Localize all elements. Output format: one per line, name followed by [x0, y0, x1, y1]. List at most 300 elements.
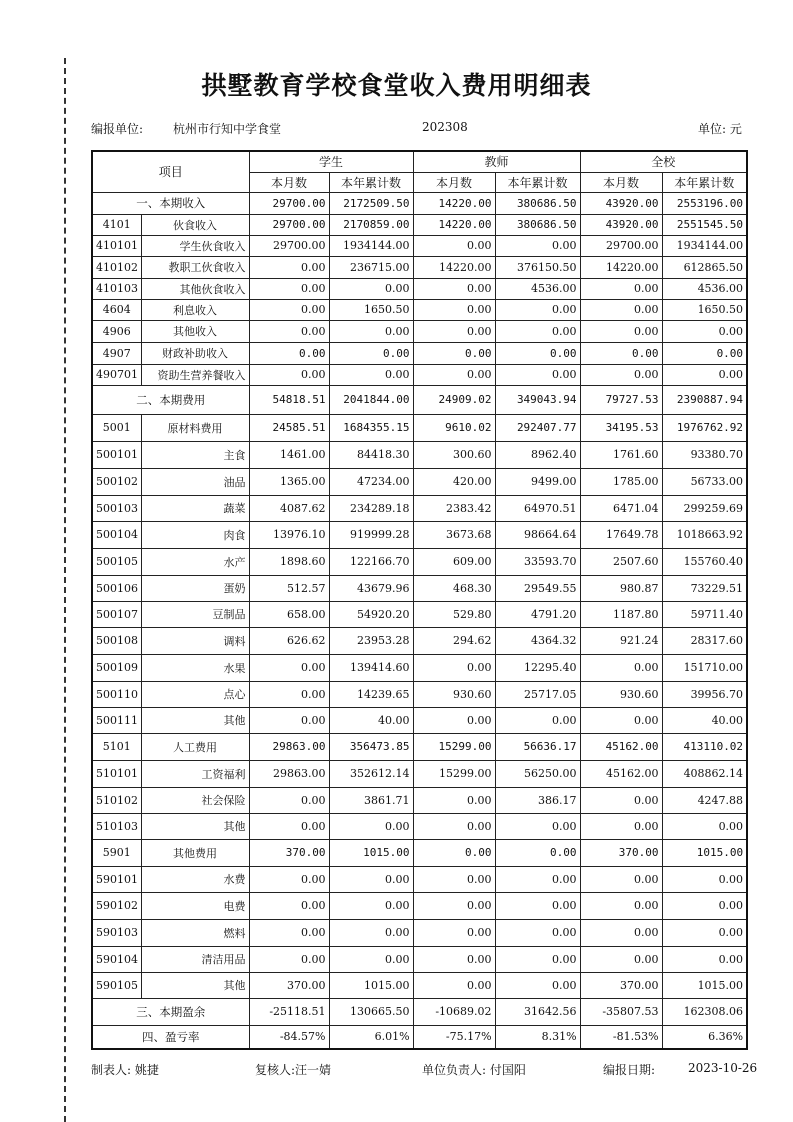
amount-cell: 0.00: [249, 654, 329, 681]
amount-cell: 3673.68: [413, 521, 495, 548]
amount-cell: 0.00: [329, 892, 413, 919]
amount-cell: 139414.60: [329, 654, 413, 681]
amount-cell: 380686.50: [495, 214, 580, 235]
amount-cell: 29863.00: [249, 760, 329, 787]
amount-cell: 0.00: [580, 787, 662, 813]
amount-cell: 0.00: [413, 654, 495, 681]
amount-cell: 2172509.50: [329, 192, 413, 214]
amount-cell: 0.00: [495, 364, 580, 385]
amount-cell: 370.00: [580, 972, 662, 998]
footer-date: 2023-10-26: [688, 1061, 758, 1075]
amount-cell: 0.00: [329, 342, 413, 364]
amount-cell: 6471.04: [580, 495, 662, 521]
table-row: [92, 760, 747, 787]
row-name: 肉食: [141, 521, 249, 548]
header-group-teachers: 教师: [413, 151, 580, 172]
amount-cell: 0.00: [662, 866, 747, 892]
amount-cell: 14220.00: [413, 214, 495, 235]
amount-cell: 0.00: [580, 866, 662, 892]
row-code: 5901: [92, 839, 141, 866]
section-title: 三、本期盈余: [92, 998, 249, 1025]
row-name: 蔬菜: [141, 495, 249, 521]
amount-cell: 1934144.00: [329, 235, 413, 256]
amount-cell: 8.31%: [495, 1025, 580, 1049]
amount-cell: 0.00: [495, 320, 580, 342]
amount-cell: 370.00: [580, 839, 662, 866]
amount-cell: 0.00: [329, 364, 413, 385]
table-row: [92, 495, 747, 521]
amount-cell: 1461.00: [249, 441, 329, 468]
amount-cell: 43679.96: [329, 575, 413, 601]
row-name: 蛋奶: [141, 575, 249, 601]
amount-cell: 0.00: [580, 813, 662, 839]
amount-cell: 130665.50: [329, 998, 413, 1025]
amount-cell: 1015.00: [329, 839, 413, 866]
row-name: 燃料: [141, 919, 249, 946]
footer-date-label: 编报日期:: [603, 1063, 656, 1077]
amount-cell: 294.62: [413, 627, 495, 654]
row-name: 伙食收入: [141, 214, 249, 235]
section-title: 四、盈亏率: [92, 1025, 249, 1049]
amount-cell: 0.00: [495, 839, 580, 866]
amount-cell: 98664.64: [495, 521, 580, 548]
amount-cell: 376150.50: [495, 256, 580, 278]
amount-cell: 0.00: [249, 278, 329, 299]
amount-cell: 64970.51: [495, 495, 580, 521]
table-row: [92, 892, 747, 919]
table-row: [92, 681, 747, 707]
amount-cell: 0.00: [249, 919, 329, 946]
row-code: 510102: [92, 787, 141, 813]
table-row: [92, 548, 747, 575]
amount-cell: 0.00: [413, 892, 495, 919]
amount-cell: 0.00: [249, 707, 329, 733]
row-code: 590104: [92, 946, 141, 972]
amount-cell: 930.60: [580, 681, 662, 707]
table-row: [92, 839, 747, 866]
amount-cell: 0.00: [662, 892, 747, 919]
amount-cell: 1898.60: [249, 548, 329, 575]
amount-cell: 370.00: [249, 972, 329, 998]
amount-cell: 1934144.00: [662, 235, 747, 256]
row-name: 水产: [141, 548, 249, 575]
amount-cell: -81.53%: [580, 1025, 662, 1049]
amount-cell: 408862.14: [662, 760, 747, 787]
header-item: 项目: [92, 151, 249, 192]
amount-cell: 0.00: [249, 813, 329, 839]
amount-cell: 236715.00: [329, 256, 413, 278]
amount-cell: 0.00: [580, 299, 662, 320]
row-code: 5001: [92, 414, 141, 441]
amount-cell: 529.80: [413, 601, 495, 627]
amount-cell: 17649.78: [580, 521, 662, 548]
unit-name: 杭州市行知中学食堂: [173, 122, 282, 136]
amount-cell: 4791.20: [495, 601, 580, 627]
amount-cell: 0.00: [249, 787, 329, 813]
table-row: [92, 707, 747, 733]
amount-cell: 54920.20: [329, 601, 413, 627]
row-name: 油品: [141, 468, 249, 495]
table-section-row: [92, 998, 747, 1025]
table-row: [92, 813, 747, 839]
amount-cell: 15299.00: [413, 760, 495, 787]
table-row: [92, 919, 747, 946]
amount-cell: 0.00: [329, 813, 413, 839]
amount-cell: 0.00: [662, 342, 747, 364]
table-body: [92, 192, 747, 1049]
row-code: 4101: [92, 214, 141, 235]
row-name: 点心: [141, 681, 249, 707]
amount-cell: 0.00: [495, 235, 580, 256]
amount-cell: 0.00: [413, 299, 495, 320]
amount-cell: 56733.00: [662, 468, 747, 495]
amount-cell: 1015.00: [329, 972, 413, 998]
table-row: [92, 972, 747, 998]
table-row: [92, 654, 747, 681]
report-period: 202308: [422, 120, 468, 134]
amount-cell: 12295.40: [495, 654, 580, 681]
amount-cell: 299259.69: [662, 495, 747, 521]
row-code: 500106: [92, 575, 141, 601]
table-row: [92, 364, 747, 385]
row-code: 590105: [92, 972, 141, 998]
amount-cell: 0.00: [413, 946, 495, 972]
amount-cell: 0.00: [580, 342, 662, 364]
amount-cell: 980.87: [580, 575, 662, 601]
row-code: 500111: [92, 707, 141, 733]
table-row: [92, 299, 747, 320]
row-name: 工资福利: [141, 760, 249, 787]
amount-cell: 0.00: [413, 707, 495, 733]
amount-cell: 0.00: [413, 342, 495, 364]
amount-cell: 56250.00: [495, 760, 580, 787]
amount-cell: 0.00: [249, 866, 329, 892]
amount-cell: 73229.51: [662, 575, 747, 601]
row-name: 社会保险: [141, 787, 249, 813]
row-code: 500108: [92, 627, 141, 654]
amount-cell: 93380.70: [662, 441, 747, 468]
row-name: 电费: [141, 892, 249, 919]
amount-cell: 6.36%: [662, 1025, 747, 1049]
amount-cell: 0.00: [413, 235, 495, 256]
amount-cell: 0.00: [662, 364, 747, 385]
table-row: [92, 320, 747, 342]
amount-cell: 14220.00: [580, 256, 662, 278]
row-code: 510103: [92, 813, 141, 839]
amount-cell: 356473.85: [329, 733, 413, 760]
currency-label: 单位: 元: [698, 122, 742, 136]
row-name: 其他: [141, 972, 249, 998]
row-code: 500102: [92, 468, 141, 495]
amount-cell: 0.00: [249, 320, 329, 342]
amount-cell: 300.60: [413, 441, 495, 468]
amount-cell: 370.00: [249, 839, 329, 866]
amount-cell: 43920.00: [580, 214, 662, 235]
amount-cell: 626.62: [249, 627, 329, 654]
amount-cell: 0.00: [249, 681, 329, 707]
amount-cell: 292407.77: [495, 414, 580, 441]
header-sub-ytd: 本年累计数: [495, 172, 580, 192]
amount-cell: 1650.50: [329, 299, 413, 320]
amount-cell: 1684355.15: [329, 414, 413, 441]
amount-cell: 2551545.50: [662, 214, 747, 235]
table-row: [92, 278, 747, 299]
amount-cell: 4536.00: [662, 278, 747, 299]
amount-cell: 658.00: [249, 601, 329, 627]
income-expense-table: [91, 150, 748, 1050]
amount-cell: 24585.51: [249, 414, 329, 441]
row-name: 清洁用品: [141, 946, 249, 972]
amount-cell: 1761.60: [580, 441, 662, 468]
header-group-students: 学生: [249, 151, 413, 172]
row-name: 豆制品: [141, 601, 249, 627]
amount-cell: 0.00: [249, 892, 329, 919]
amount-cell: -35807.53: [580, 998, 662, 1025]
amount-cell: 0.00: [413, 320, 495, 342]
row-code: 500105: [92, 548, 141, 575]
row-name: 主食: [141, 441, 249, 468]
amount-cell: 4087.62: [249, 495, 329, 521]
amount-cell: 0.00: [249, 299, 329, 320]
amount-cell: 512.57: [249, 575, 329, 601]
amount-cell: 2507.60: [580, 548, 662, 575]
amount-cell: 609.00: [413, 548, 495, 575]
amount-cell: 8962.40: [495, 441, 580, 468]
amount-cell: 0.00: [662, 946, 747, 972]
table-row: [92, 256, 747, 278]
amount-cell: 162308.06: [662, 998, 747, 1025]
amount-cell: 921.24: [580, 627, 662, 654]
amount-cell: 2041844.00: [329, 385, 413, 414]
header-sub-month: 本月数: [413, 172, 495, 192]
amount-cell: 0.00: [329, 946, 413, 972]
amount-cell: 59711.40: [662, 601, 747, 627]
amount-cell: 4364.32: [495, 627, 580, 654]
amount-cell: 0.00: [662, 813, 747, 839]
row-code: 500110: [92, 681, 141, 707]
table-row: [92, 601, 747, 627]
amount-cell: 2553196.00: [662, 192, 747, 214]
amount-cell: 28317.60: [662, 627, 747, 654]
amount-cell: 40.00: [662, 707, 747, 733]
amount-cell: 1187.80: [580, 601, 662, 627]
amount-cell: 24909.02: [413, 385, 495, 414]
header-sub-ytd: 本年累计数: [329, 172, 413, 192]
amount-cell: 151710.00: [662, 654, 747, 681]
amount-cell: 612865.50: [662, 256, 747, 278]
table-section-row: [92, 192, 747, 214]
row-code: 590102: [92, 892, 141, 919]
amount-cell: 1785.00: [580, 468, 662, 495]
amount-cell: 84418.30: [329, 441, 413, 468]
amount-cell: -84.57%: [249, 1025, 329, 1049]
row-code: 5101: [92, 733, 141, 760]
amount-cell: 420.00: [413, 468, 495, 495]
amount-cell: 0.00: [580, 278, 662, 299]
amount-cell: 0.00: [329, 278, 413, 299]
report-title: 拱墅教育学校食堂收入费用明细表: [201, 71, 592, 100]
amount-cell: 0.00: [249, 342, 329, 364]
row-name: 其他伙食收入: [141, 278, 249, 299]
row-code: 410103: [92, 278, 141, 299]
row-name: 原材料费用: [141, 414, 249, 441]
amount-cell: 31642.56: [495, 998, 580, 1025]
amount-cell: 29700.00: [249, 214, 329, 235]
row-code: 4906: [92, 320, 141, 342]
amount-cell: 56636.17: [495, 733, 580, 760]
table-row: [92, 441, 747, 468]
row-name: 水费: [141, 866, 249, 892]
table-row: [92, 627, 747, 654]
table-row: [92, 946, 747, 972]
row-code: 410101: [92, 235, 141, 256]
amount-cell: 45162.00: [580, 760, 662, 787]
amount-cell: 0.00: [662, 919, 747, 946]
table-row: [92, 575, 747, 601]
amount-cell: 0.00: [495, 813, 580, 839]
section-title: 二、本期费用: [92, 385, 249, 414]
amount-cell: 29549.55: [495, 575, 580, 601]
amount-cell: 79727.53: [580, 385, 662, 414]
amount-cell: 0.00: [329, 866, 413, 892]
amount-cell: 3861.71: [329, 787, 413, 813]
amount-cell: 1650.50: [662, 299, 747, 320]
amount-cell: 1976762.92: [662, 414, 747, 441]
row-code: 590103: [92, 919, 141, 946]
amount-cell: 919999.28: [329, 521, 413, 548]
amount-cell: 9610.02: [413, 414, 495, 441]
row-code: 4604: [92, 299, 141, 320]
amount-cell: 0.00: [580, 654, 662, 681]
row-code: 500109: [92, 654, 141, 681]
amount-cell: 29700.00: [580, 235, 662, 256]
amount-cell: 0.00: [580, 320, 662, 342]
footer-principal: 单位负责人: 付国阳: [422, 1063, 526, 1077]
footer-reviewer: 复核人:汪一婧: [255, 1063, 332, 1077]
amount-cell: 0.00: [495, 972, 580, 998]
amount-cell: 0.00: [413, 364, 495, 385]
amount-cell: 0.00: [413, 972, 495, 998]
amount-cell: 1015.00: [662, 839, 747, 866]
amount-cell: 0.00: [329, 320, 413, 342]
header-sub-ytd: 本年累计数: [662, 172, 747, 192]
row-name: 调料: [141, 627, 249, 654]
amount-cell: 0.00: [495, 919, 580, 946]
table-row: [92, 342, 747, 364]
amount-cell: 2390887.94: [662, 385, 747, 414]
amount-cell: 386.17: [495, 787, 580, 813]
row-code: 500101: [92, 441, 141, 468]
amount-cell: 15299.00: [413, 733, 495, 760]
amount-cell: 4536.00: [495, 278, 580, 299]
amount-cell: 29700.00: [249, 192, 329, 214]
amount-cell: -75.17%: [413, 1025, 495, 1049]
amount-cell: 13976.10: [249, 521, 329, 548]
amount-cell: 0.00: [413, 787, 495, 813]
table-section-row: [92, 385, 747, 414]
amount-cell: 0.00: [413, 813, 495, 839]
row-name: 其他费用: [141, 839, 249, 866]
row-code: 410102: [92, 256, 141, 278]
amount-cell: 0.00: [329, 919, 413, 946]
row-name: 利息收入: [141, 299, 249, 320]
amount-cell: 45162.00: [580, 733, 662, 760]
row-name: 其他: [141, 813, 249, 839]
amount-cell: 23953.28: [329, 627, 413, 654]
row-name: 人工费用: [141, 733, 249, 760]
row-name: 教职工伙食收入: [141, 256, 249, 278]
row-code: 490701: [92, 364, 141, 385]
amount-cell: -10689.02: [413, 998, 495, 1025]
amount-cell: 0.00: [495, 342, 580, 364]
footer-maker: 制表人: 姚捷: [91, 1063, 159, 1077]
amount-cell: 14220.00: [413, 256, 495, 278]
amount-cell: 40.00: [329, 707, 413, 733]
amount-cell: 122166.70: [329, 548, 413, 575]
amount-cell: 0.00: [495, 892, 580, 919]
unit-label: 编报单位:: [91, 122, 144, 136]
amount-cell: 6.01%: [329, 1025, 413, 1049]
row-name: 资助生营养餐收入: [141, 364, 249, 385]
amount-cell: 4247.88: [662, 787, 747, 813]
amount-cell: 1365.00: [249, 468, 329, 495]
row-code: 500103: [92, 495, 141, 521]
amount-cell: 413110.02: [662, 733, 747, 760]
amount-cell: 34195.53: [580, 414, 662, 441]
amount-cell: 54818.51: [249, 385, 329, 414]
amount-cell: 0.00: [662, 320, 747, 342]
amount-cell: 47234.00: [329, 468, 413, 495]
header-sub-month: 本月数: [580, 172, 662, 192]
row-name: 学生伙食收入: [141, 235, 249, 256]
row-code: 4907: [92, 342, 141, 364]
row-name: 其他: [141, 707, 249, 733]
row-code: 590101: [92, 866, 141, 892]
row-code: 500104: [92, 521, 141, 548]
amount-cell: 0.00: [413, 866, 495, 892]
row-code: 500107: [92, 601, 141, 627]
amount-cell: 25717.05: [495, 681, 580, 707]
amount-cell: 0.00: [495, 866, 580, 892]
amount-cell: 1015.00: [662, 972, 747, 998]
table-row: [92, 468, 747, 495]
table-row: [92, 235, 747, 256]
amount-cell: 1018663.92: [662, 521, 747, 548]
table-row: [92, 787, 747, 813]
amount-cell: 33593.70: [495, 548, 580, 575]
section-title: 一、本期收入: [92, 192, 249, 214]
table-row: [92, 521, 747, 548]
row-name: 水果: [141, 654, 249, 681]
amount-cell: 14239.65: [329, 681, 413, 707]
amount-cell: 2170859.00: [329, 214, 413, 235]
amount-cell: 0.00: [249, 364, 329, 385]
amount-cell: 380686.50: [495, 192, 580, 214]
table-row: [92, 866, 747, 892]
table-section-row: [92, 1025, 747, 1049]
header-group-school: 全校: [580, 151, 747, 172]
amount-cell: 9499.00: [495, 468, 580, 495]
row-name: 其他收入: [141, 320, 249, 342]
table-row: [92, 414, 747, 441]
header-sub-month: 本月数: [249, 172, 329, 192]
amount-cell: 468.30: [413, 575, 495, 601]
amount-cell: 0.00: [413, 839, 495, 866]
amount-cell: 0.00: [580, 946, 662, 972]
amount-cell: 43920.00: [580, 192, 662, 214]
amount-cell: 0.00: [495, 707, 580, 733]
amount-cell: 0.00: [580, 364, 662, 385]
